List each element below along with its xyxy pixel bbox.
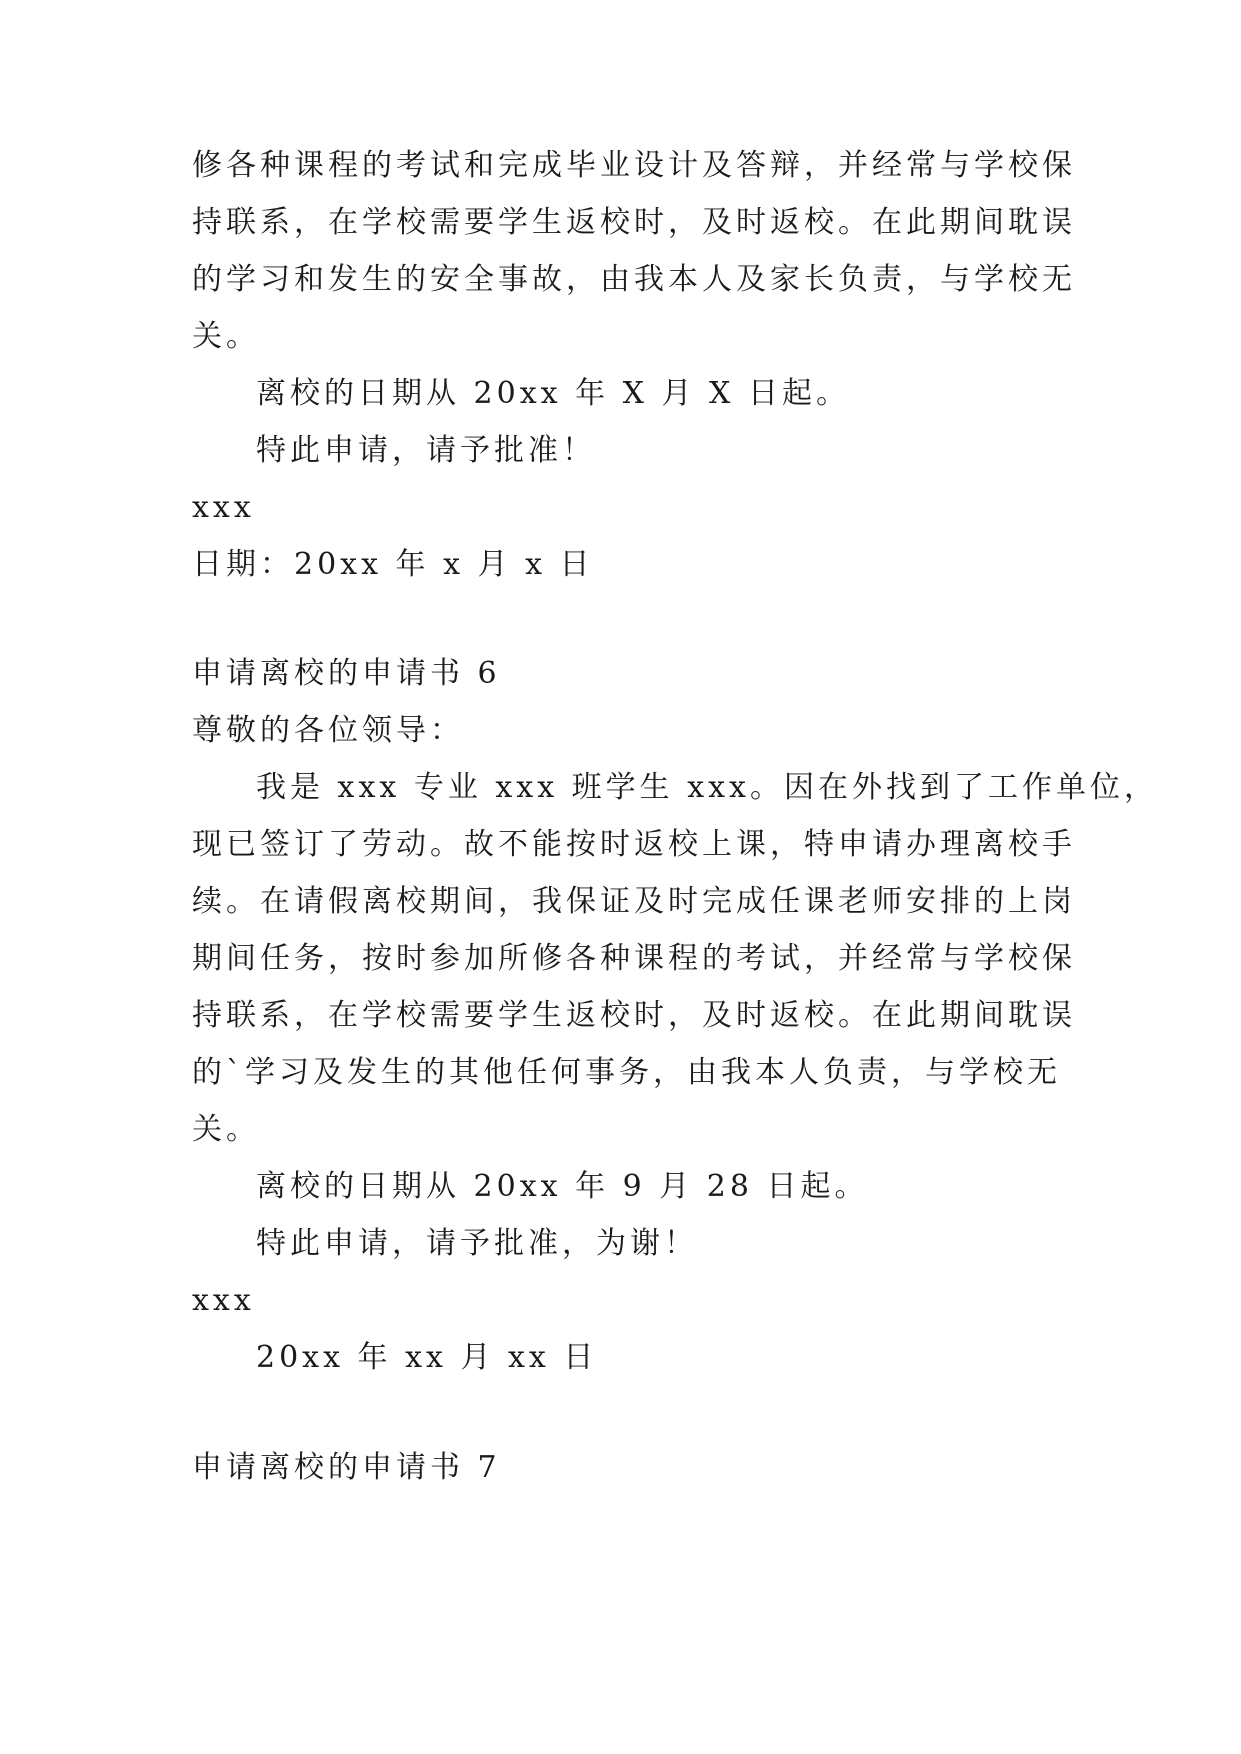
signature-date: 日期：20xx 年 x 月 x 日	[192, 547, 594, 582]
paragraph-line: 续。在请假离校期间，我保证及时完成任课老师安排的上岗	[192, 884, 1076, 919]
salutation: 尊敬的各位领导：	[192, 713, 464, 748]
signer-name: xxx	[192, 490, 255, 525]
paragraph-line: 持联系，在学校需要学生返校时，及时返校。在此期间耽误	[192, 205, 1076, 240]
signature-date: 20xx 年 xx 月 xx 日	[256, 1340, 598, 1375]
paragraph-line: 持联系，在学校需要学生返校时，及时返校。在此期间耽误	[192, 998, 1076, 1033]
leave-date-text: 离校的日期从 20xx 年 9 月 28 日起。	[256, 1169, 869, 1204]
signer-name: xxx	[192, 1283, 255, 1318]
request-text: 特此申请，请予批准！	[256, 433, 596, 468]
paragraph-line: 现已签订了劳动。故不能按时返校上课，特申请办理离校手	[192, 827, 1076, 862]
leave-date-text: 离校的日期从 20xx 年 X 月 X 日起。	[256, 376, 850, 411]
paragraph-line: 的学习和发生的安全事故，由我本人及家长负责，与学校无	[192, 262, 1076, 297]
paragraph-line: 修各种课程的考试和完成毕业设计及答辩，并经常与学校保	[192, 148, 1076, 183]
paragraph-line: 的`学习及发生的其他任何事务，由我本人负责，与学校无	[192, 1055, 1061, 1090]
paragraph-line: 关。	[192, 319, 260, 354]
section-title: 申请离校的申请书 6	[192, 656, 501, 691]
paragraph-line: 期间任务，按时参加所修各种课程的考试，并经常与学校保	[192, 941, 1076, 976]
request-text: 特此申请，请予批准，为谢！	[256, 1226, 698, 1261]
section-title: 申请离校的申请书 7	[192, 1450, 501, 1485]
paragraph-line: 我是 xxx 专业 xxx 班学生 xxx。因在外找到了工作单位，	[256, 770, 1158, 805]
paragraph-line: 关。	[192, 1112, 260, 1147]
